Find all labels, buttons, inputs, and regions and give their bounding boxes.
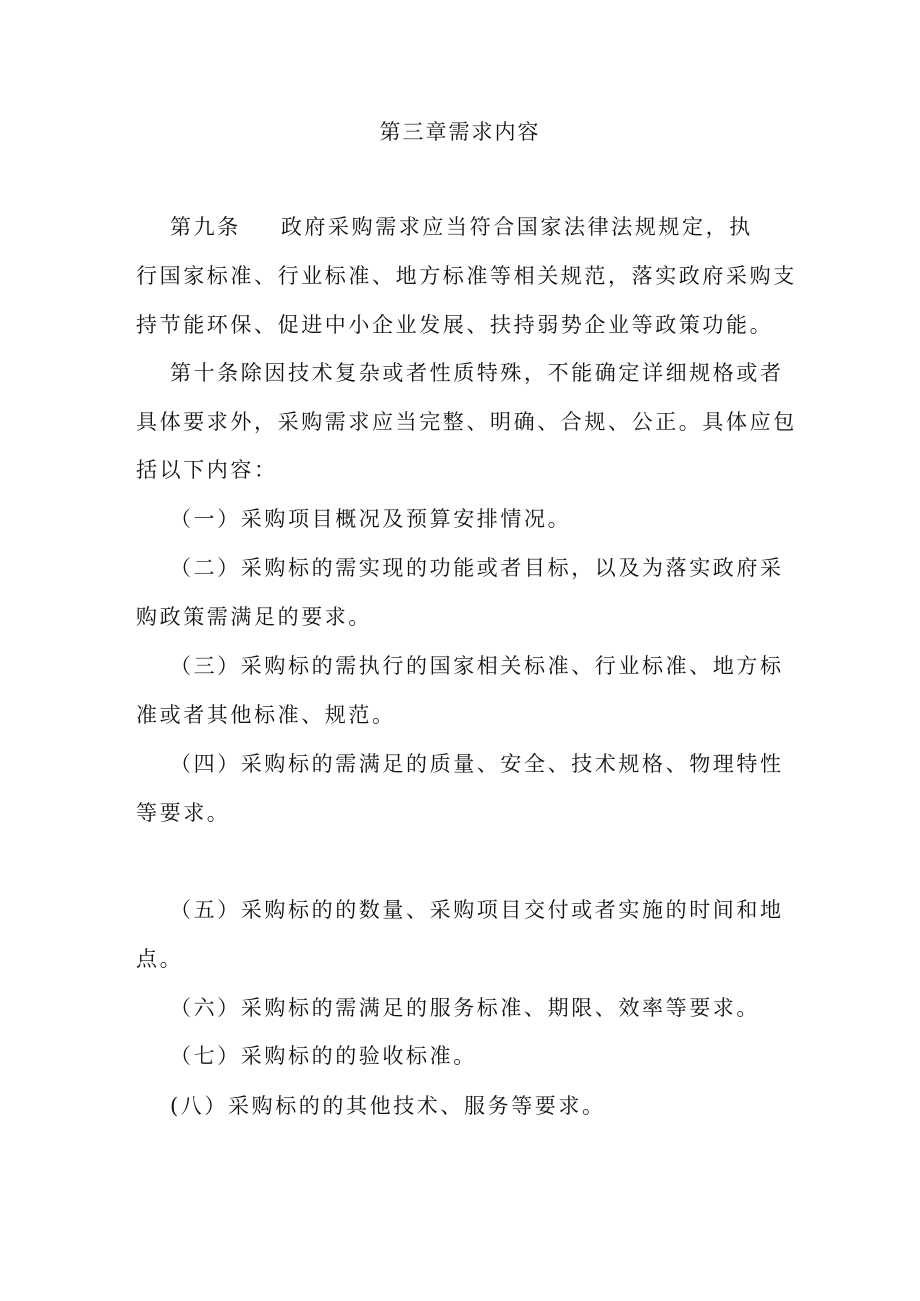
- list-item-3-line-1: （三）采购标的需执行的国家相关标准、行业标准、地方标: [170, 654, 784, 678]
- list-item-1: （一）采购项目概况及预算安排情况。: [170, 507, 572, 531]
- list-item-5-line-1: （五）采购标的的数量、采购项目交付或者实施的时间和地: [170, 898, 784, 922]
- list-item-4-line-1: （四）采购标的需满足的质量、安全、技术规格、物理特性: [170, 752, 784, 776]
- article-10-text-line-1: 第十条除因技术复杂或者性质特殊，不能确定详细规格或者: [170, 361, 784, 385]
- article-10-text-line-2: 具体要求外，采购需求应当完整、明确、合规、公正。具体应包: [136, 410, 797, 434]
- article-9-text-line-3: 持节能环保、促进中小企业发展、扶持弱势企业等政策功能。: [136, 313, 774, 337]
- list-item-2-line-2: 购政策需满足的要求。: [136, 605, 372, 629]
- chapter-title: 第三章需求内容: [379, 120, 541, 144]
- list-item-8: (八）采购标的的其他技术、服务等要求。: [170, 1094, 606, 1118]
- list-item-5-line-2: 点。: [136, 947, 184, 971]
- list-item-7: （七）采购标的的验收标准。: [170, 1044, 477, 1068]
- list-item-2-line-1: （二）采购标的需实现的功能或者目标，以及为落实政府采: [170, 556, 784, 580]
- list-item-4-line-2: 等要求。: [136, 801, 231, 825]
- list-item-3-line-2: 准或者其他标准、规范。: [136, 703, 396, 727]
- article-9-first-line: [170, 213, 753, 241]
- article-9-text-line-2: 行国家标准、行业标准、地方标准等相关规范，落实政府采购支: [136, 264, 797, 288]
- article-9-text-line-1: 政府采购需求应当符合国家法律法规规定，执: [280, 215, 753, 239]
- list-item-6: （六）采购标的需满足的服务标准、期限、效率等要求。: [170, 996, 760, 1020]
- article-10-text-line-3: 括以下内容：: [136, 458, 278, 482]
- article-9-label: 第九条: [170, 215, 241, 239]
